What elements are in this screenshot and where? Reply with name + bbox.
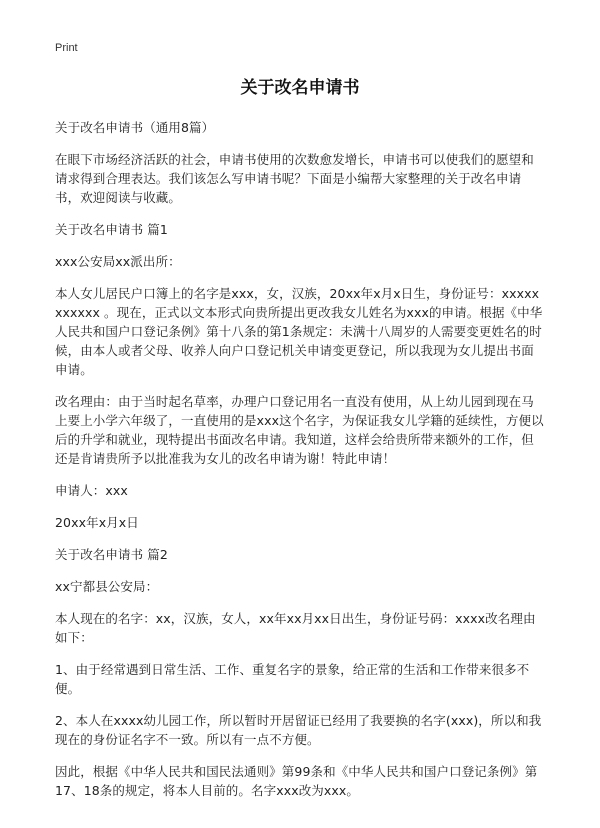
- conclusion-paragraph: 因此，根据《中华人民共和国民法通则》第99条和《中华人民共和国户口登记条例》第17、18条的规定，将本人目前的。名字xxx改为xxx。: [55, 764, 538, 798]
- date-line: 20xx年x月x日: [55, 515, 139, 530]
- section-heading-2: 关于改名申请书 篇2: [55, 547, 168, 562]
- salutation-2: xx宁都县公安局：: [55, 579, 159, 594]
- applicant-line: 申请人：xxx: [55, 483, 128, 498]
- body-paragraph-2: 本人现在的名字：xx，汉族，女人，xx年xx月xx日出生，身份证号码：xxxx改名理由如下：: [55, 611, 536, 645]
- salutation-1: xxx公安局xx派出所：: [55, 254, 181, 269]
- print-link[interactable]: Print: [55, 42, 78, 54]
- section-heading-1: 关于改名申请书 篇1: [55, 222, 168, 237]
- body-paragraph-1: 本人女儿居民户口簿上的名字是xxx，女，汉族，20xx年x月x日生，身份证号：xxxxxxxxxxx 。现在，正式以文本形式向贵所提出更改我女儿姓名为xxx的申请。根据《中华人民共和国户口登记条例》第十八条的第1条规定：未满十八周岁的人需要变更姓名的时候，由本人或者父母、收养人向户口登记机关申请变更登记，所以我现为女儿提出书面申请。: [55, 286, 543, 377]
- reason-paragraph: 改名理由：由于当时起名草率，办理户口登记用名一直没有使用，从上幼儿园到现在马上要上小学六年级了，一直使用的是xxx这个名字，为保证我女儿学籍的延续性，方便以后的升学和就业，现特提出书面改名申请。我知道，这样会给贵所带来额外的工作，但还是肯请贵所予以批准我为女儿的改名申请为谢！特此申请！: [55, 394, 544, 466]
- reason-item-1: 1、由于经常遇到日常生活、工作、重复名字的景象，给正常的生活和工作带来很多不便。: [55, 662, 530, 696]
- reason-item-2: 2、本人在xxxx幼儿园工作，所以暂时开居留证已经用了我要换的名字(xxx)，所以和我现在的身份证名字不一致。所以有一点不方便。: [55, 713, 542, 747]
- page-title: 关于改名申请书: [240, 78, 360, 98]
- intro-paragraph: 在眼下市场经济活跃的社会，申请书使用的次数愈发增长，申请书可以使我们的愿望和请求得到合理表达。我们该怎么写申请书呢？下面是小编帮大家整理的关于改名申请书，欢迎阅读与收藏。: [55, 152, 534, 205]
- doc-subtitle: 关于改名申请书（通用8篇）: [55, 120, 215, 135]
